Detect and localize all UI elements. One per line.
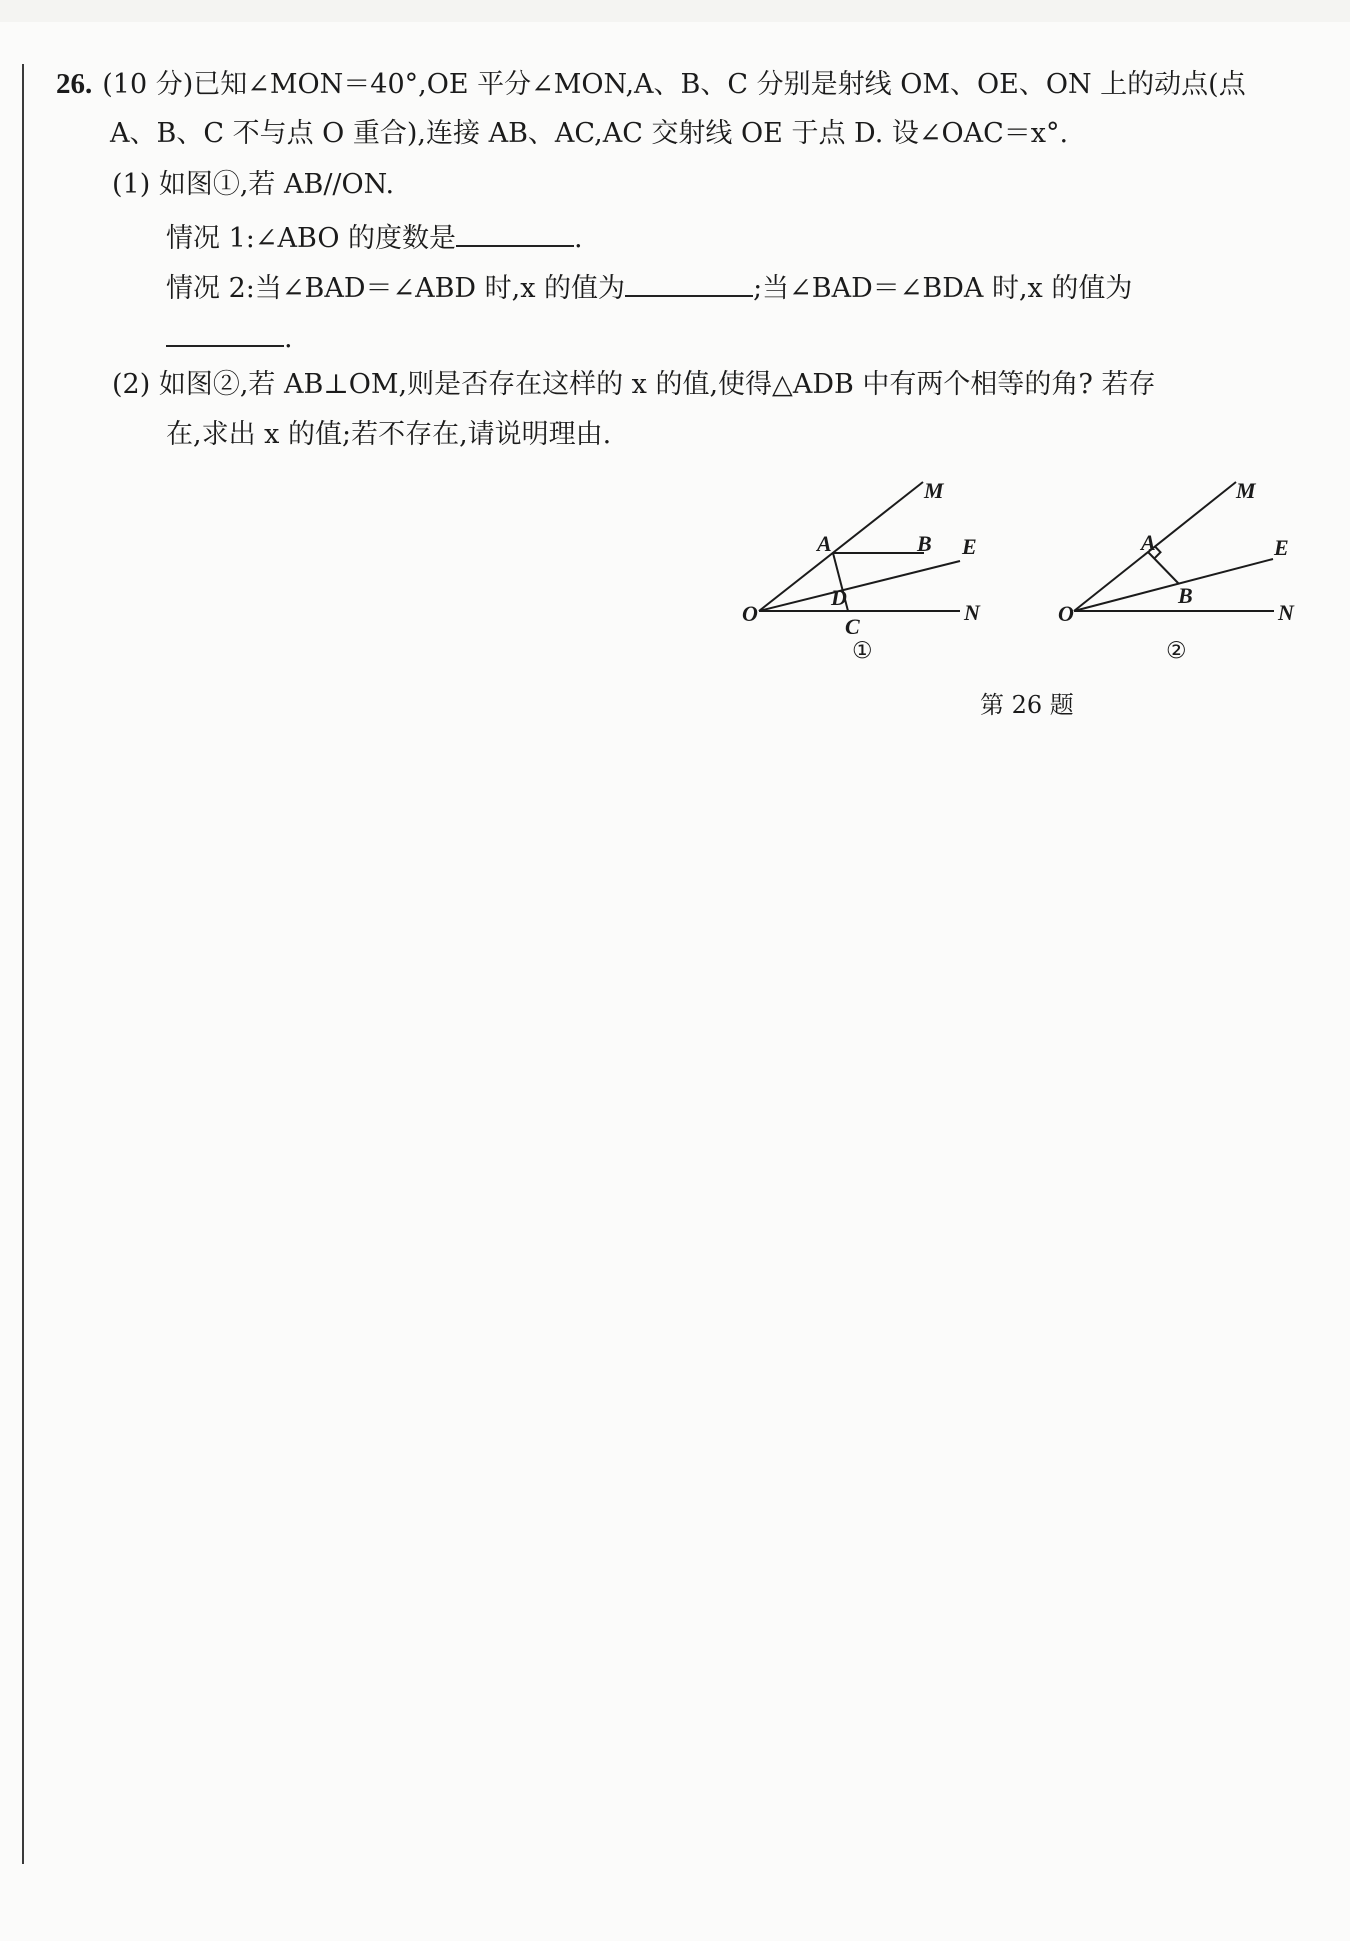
fig2-label-e: E [1274,535,1289,560]
case2-text-b: ;当∠BAD＝∠BDA 时,x 的值为 [753,273,1133,304]
fig1-label-d: D [831,585,847,610]
part2-line-1: (2) 如图②,若 AB⊥OM,则是否存在这样的 x 的值,使得△ADB 中有两个相等的角? 若存 [112,369,1156,400]
fig1-caption: ① [852,638,873,664]
fig1-label-b: B [917,531,932,556]
fig2-label-b: B [1178,583,1193,608]
fig2-label-o: O [1058,601,1074,626]
fig1-label-a: A [817,531,832,556]
answer-blank-2[interactable] [625,265,753,297]
margin-rule [22,64,24,1864]
fig2-segment-ab [1148,552,1179,584]
answer-blank-3[interactable] [166,315,284,347]
question-stem-line-2: A、B、C 不与点 O 重合),连接 AB、AC,AC 交射线 OE 于点 D. 设∠OAC＝x°. [110,118,1069,149]
case1-period: . [574,223,583,254]
part1-case2 [166,265,1132,309]
figure-26 [738,474,1318,664]
question-stem-text-1: (10 分)已知∠MON＝40°,OE 平分∠MON,A、B、C 分别是射线 OM、OE、ON 上的动点(点 [102,69,1246,100]
fig2-label-m: M [1236,478,1256,503]
fig2-label-n: N [1278,600,1294,625]
fig1-label-m: M [924,478,944,503]
part1-case1 [166,215,583,259]
question-stem-line-1 [56,64,1246,105]
answer-blank-1[interactable] [456,215,574,247]
case2-period: . [284,323,293,354]
figure-caption: 第 26 题 [980,691,1074,719]
part1-case2-cont [166,315,293,359]
part1-intro: (1) 如图①,若 AB//ON. [112,169,395,200]
fig2-caption: ② [1166,638,1187,664]
fig1-label-e: E [962,534,977,559]
worksheet-page [0,22,1350,1941]
question-number: 26. [56,68,93,100]
fig1-label-n: N [964,600,980,625]
figure-svg [738,474,1318,664]
fig2-right-angle-mark [1155,547,1161,558]
fig1-label-c: C [845,614,860,639]
fig1-label-o: O [742,601,758,626]
fig1-ray-oe [759,561,960,611]
fig2-ray-oe [1074,559,1273,611]
case1-text: 情况 1:∠ABO 的度数是 [166,223,457,254]
part2-line-2: 在,求出 x 的值;若不存在,请说明理由. [166,419,612,450]
fig2-label-a: A [1141,530,1156,555]
case2-text-a: 情况 2:当∠BAD＝∠ABD 时,x 的值为 [166,273,626,304]
